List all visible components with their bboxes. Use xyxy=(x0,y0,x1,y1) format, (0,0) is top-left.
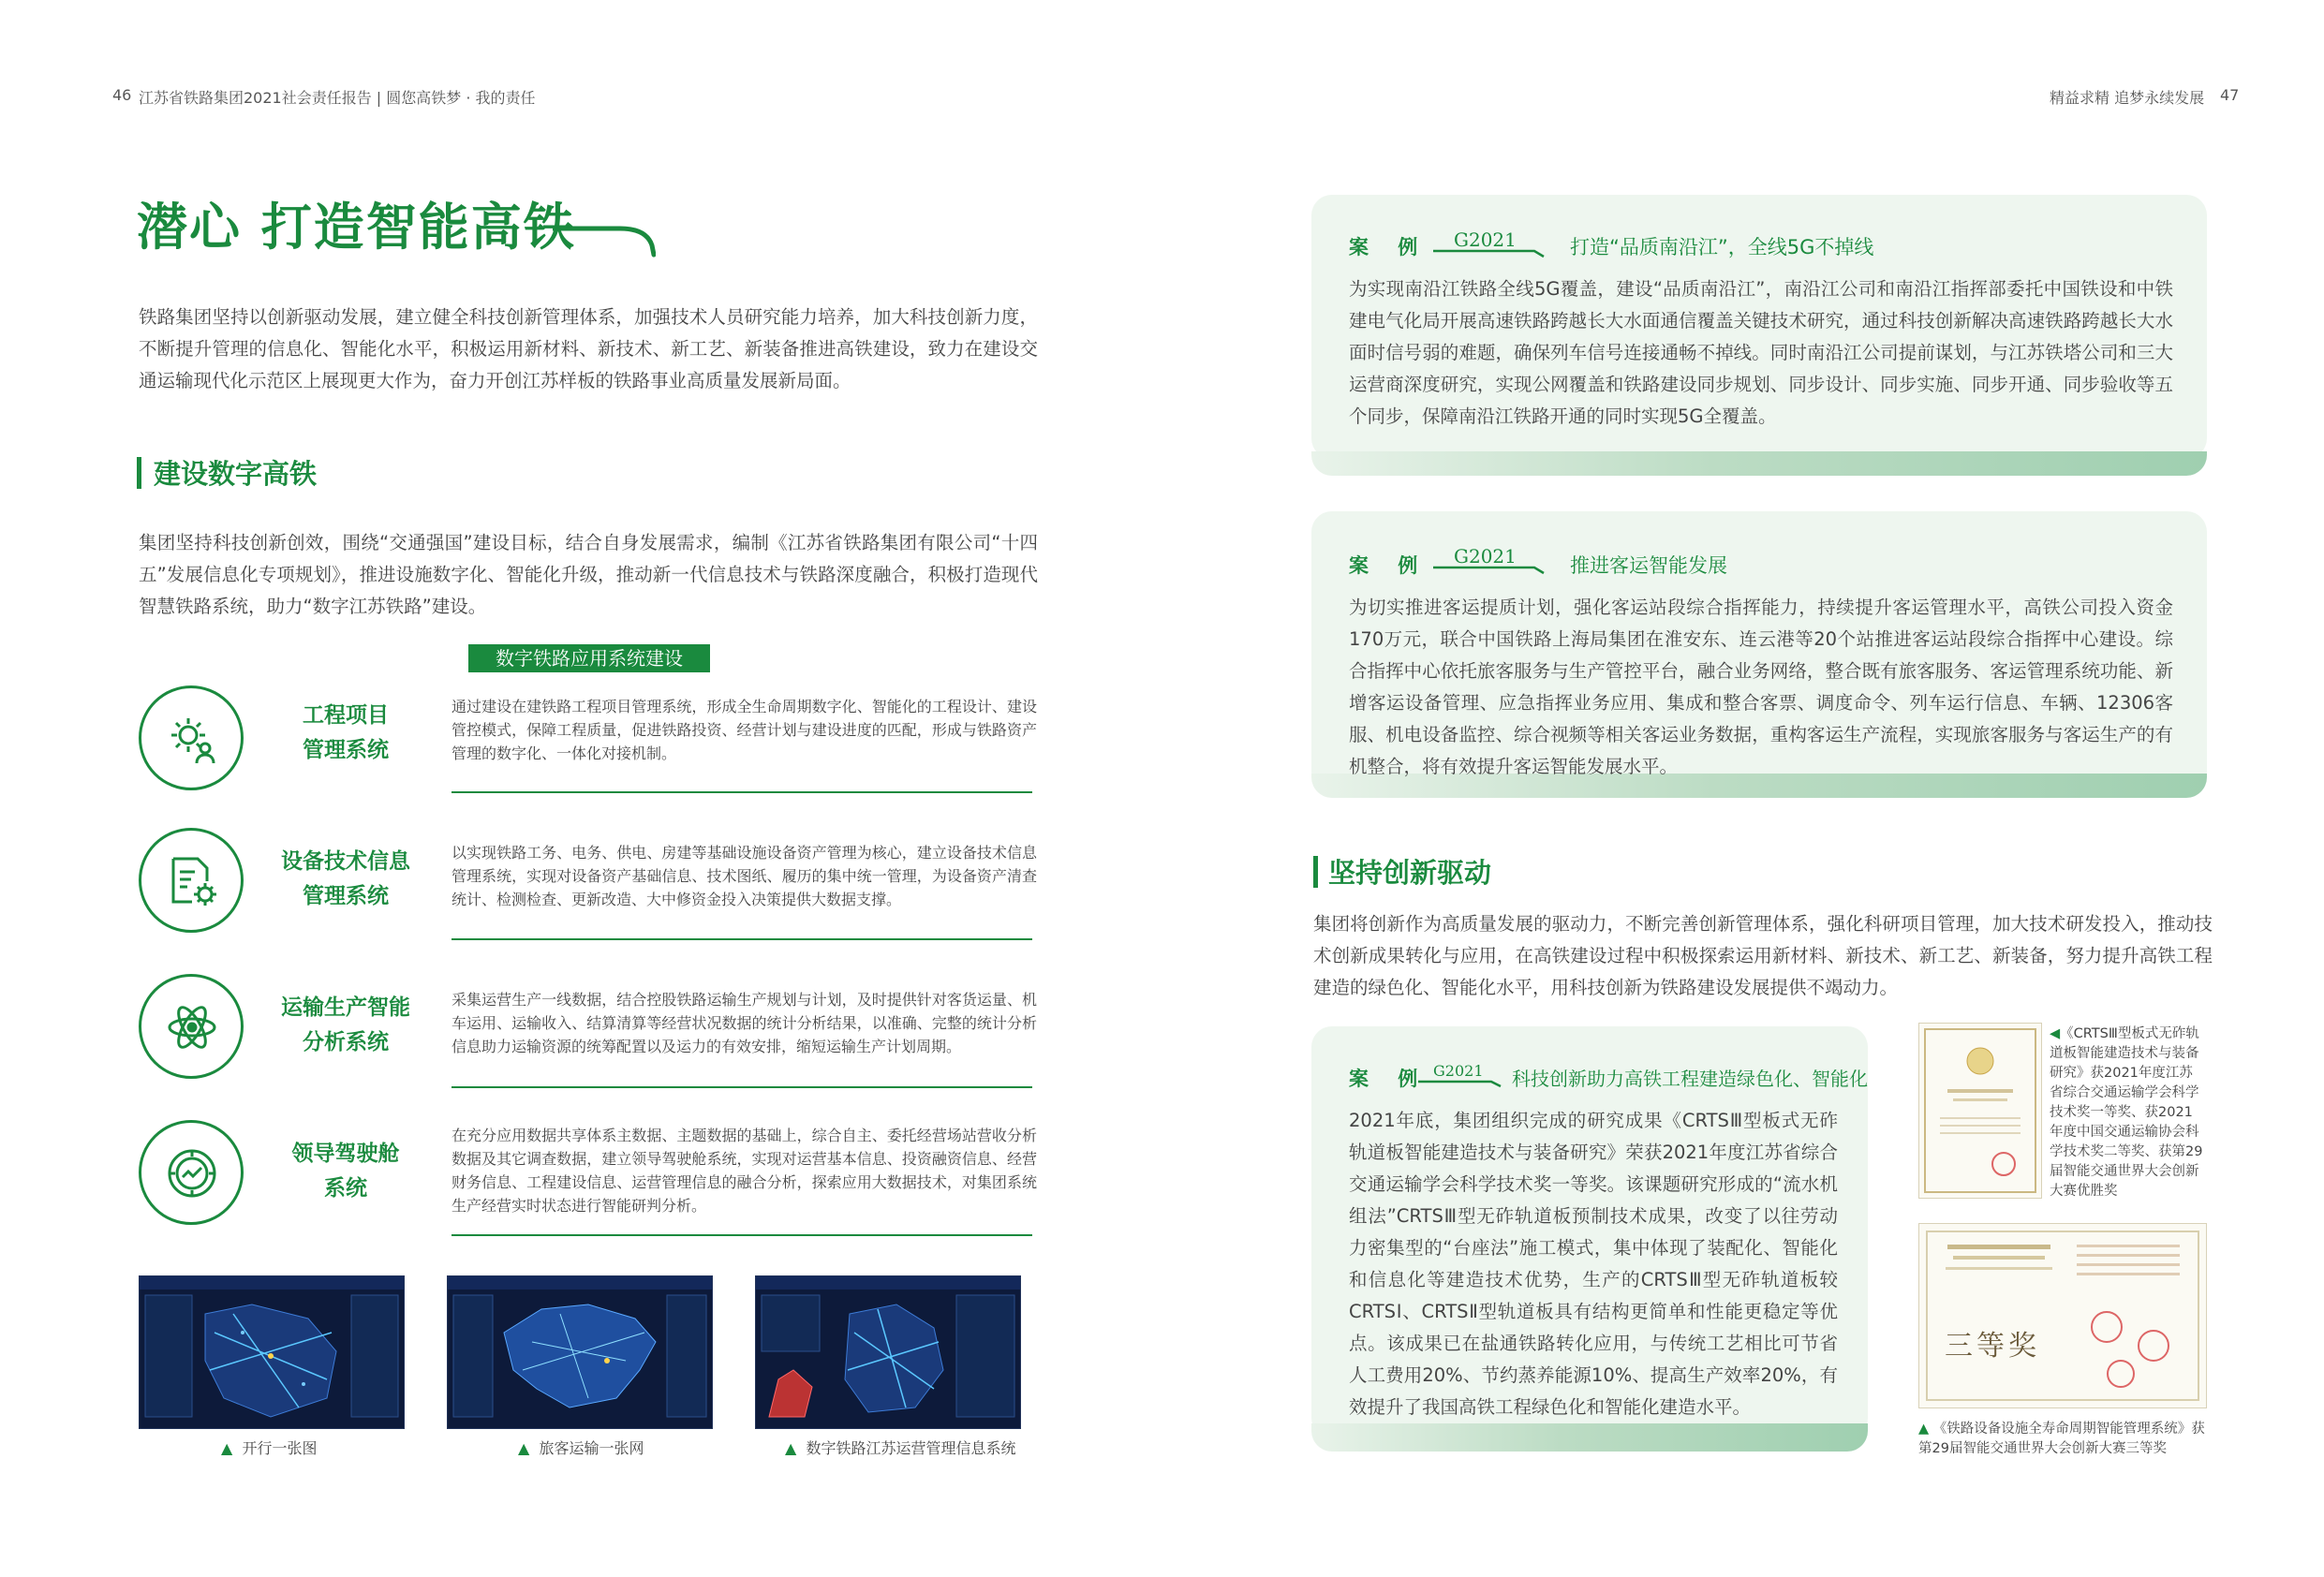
right-page-number: 47 xyxy=(2220,86,2240,104)
certificate-image-2 xyxy=(1918,1223,2207,1408)
system-name xyxy=(266,699,425,768)
certificate-image-1 xyxy=(1918,1023,2042,1199)
tag-underline-icon xyxy=(1433,245,1546,258)
left-page-number: 46 xyxy=(112,86,132,104)
system-divider xyxy=(451,1086,1032,1088)
intro-paragraph: 铁路集团坚持以创新驱动发展，建立健全科技创新管理体系，加强技术人员研究能力培养，加大科技创新力度，不断提升管理的信息化、智能化水平，积极运用新材料、新技术、新工艺、新装备推进高铁建设，致力在建设交通运输现代化示范区上展现更大作为，奋力开创江苏样板的铁路事业高质量发展新局面。 xyxy=(139,306,1038,391)
gear-person-icon xyxy=(166,713,218,765)
section-bar xyxy=(1313,856,1318,888)
screenshot-operation-system xyxy=(755,1275,1021,1429)
system-icon-wrap xyxy=(139,828,244,933)
case-tag: G2021 xyxy=(1433,1062,1484,1080)
case-title: 推进客运智能发展 xyxy=(1570,554,1727,577)
screenshot-caption: ▲ 数字铁路江苏运营管理信息系统 xyxy=(785,1439,1016,1457)
system-name xyxy=(266,1137,425,1206)
case-tag: G2021 xyxy=(1454,228,1517,251)
system-name-line2: 系统 xyxy=(324,1176,367,1201)
system-description: 通过建设在建铁路工程项目管理系统，形成全生命周期数字化、智能化的工程设计、建设管控模式，保障工程质量，促进铁路投资、经营计划与建设进度的匹配，形成与铁路资产管理的数字化、一体化对接机制。 xyxy=(451,698,1037,762)
section-title-innovation: 坚持创新驱动 xyxy=(1328,857,1492,889)
screenshot-caption: ▲ 开行一张图 xyxy=(221,1439,318,1457)
system-divider xyxy=(451,791,1032,793)
award-level-text: 三等奖 xyxy=(1945,1330,2040,1363)
screenshot-train-map xyxy=(139,1275,405,1429)
section-innovation-paragraph: 集团将创新作为高质量发展的驱动力，不断完善创新管理体系，强化科研项目管理，加大技术研发投入，推动技术创新成果转化与应用，在高铁建设过程中积极探索运用新材料、新技术、新工艺、新装备，努力提升高铁工程建造的绿色化、智能化水平，用科技创新为铁路建设发展提供不竭动力。 xyxy=(1313,913,2213,998)
system-icon-wrap xyxy=(139,974,244,1079)
system-icon-wrap xyxy=(139,1120,244,1225)
system-name-line1: 运输生产智能 xyxy=(281,995,410,1020)
tag-underline-icon xyxy=(1433,562,1546,575)
left-header-text: 江苏省铁路集团2021社会责任报告 | 圆您高铁梦 · 我的责任 xyxy=(139,89,536,107)
screenshot-caption: ▲ 旅客运输一张网 xyxy=(518,1439,644,1457)
case-tag: G2021 xyxy=(1454,545,1517,567)
section-digital-paragraph: 集团坚持科技创新创效，围绕“交通强国”建设目标，结合自身发展需求，编制《江苏省铁路集团有限公司“十四五”发展信息化专项规划》，推进设施数字化、智能化升级，推动新一代信息技术与铁路深度融合，积极打造现代智慧铁路系统，助力“数字江苏铁路”建设。 xyxy=(139,532,1038,617)
system-name-line2: 管理系统 xyxy=(303,884,389,908)
system-divider xyxy=(451,938,1032,940)
section-title-digital: 建设数字高铁 xyxy=(154,458,318,490)
dashboard-icon xyxy=(166,1147,218,1200)
right-header-text: 精益求精 追梦永续发展 xyxy=(2050,89,2205,107)
case-label: 案 例 xyxy=(1349,554,1429,577)
system-name-line1: 工程项目 xyxy=(303,703,389,728)
systems-pill-label: 数字铁路应用系统建设 xyxy=(468,644,710,672)
page-title: 潜心 打造智能高铁 xyxy=(137,198,576,257)
case-title: 打造“品质南沿江”，全线5G不掉线 xyxy=(1570,236,1874,258)
case-label: 案 例 xyxy=(1349,236,1429,258)
case-text: 为实现南沿江铁路全线5G覆盖，建设“品质南沿江”，南沿江公司和南沿江指挥部委托中国铁设和中铁建电气化局开展高速铁路跨越长大水面通信覆盖关键技术研究，通过科技创新解决高速铁路跨越长大水面时信号弱的难题，确保列车信号连接通畅不掉线。同时南沿江公司提前谋划，与江苏铁塔公司和三大运营商深度研究，实现公网覆盖和铁路建设同步规划、同步设计、同步实施、同步开通、同步验收等五个同步，保障南沿江铁路开通的同时实现5G全覆盖。 xyxy=(1349,278,2173,427)
section-bar xyxy=(137,457,141,489)
system-name-line2: 管理系统 xyxy=(303,738,389,762)
document-gear-icon xyxy=(166,855,218,907)
system-name xyxy=(266,991,425,1060)
system-description: 以实现铁路工务、电务、供电、房建等基础设施设备资产管理为核心，建立设备技术信息管理系统，实现对设备资产基础信息、技术图纸、履历的集中统一管理，为设备资产清查统计、检测检查、更新改造、大中修资金投入决策提供大数据支撑。 xyxy=(451,844,1037,908)
case-text: 2021年底，集团组织完成的研究成果《CRTSⅢ型板式无砟轨道板智能建造技术与装备研究》荣获2021年度江苏省综合交通运输学会科学技术奖一等奖。该课题研究形成的“流水机组法”CRTSⅢ型无砟轨道板预制技术成果，改变了以往劳动力密集型的“台座法”施工模式，集中体现了装配化、智能化和信息化等建造技术优势，生产的CRTSⅢ型无砟轨道板较CRTSⅠ、CRTSⅡ型轨道板具有结构更简单和性能更稳定等优点。该成果已在盐通铁路转化应用，与传统工艺相比可节省人工费用20%、节约蒸养能源10%、提高生产效率20%，有效提升了我国高铁工程绿色化和智能化建造水平。 xyxy=(1349,1110,1838,1418)
case-text: 为切实推进客运提质计划，强化客运站段综合指挥能力，持续提升客运管理水平，高铁公司投入资金170万元，联合中国铁路上海局集团在淮安东、连云港等20个站推进客运站段综合指挥中心建设。综合指挥中心依托旅客服务与生产管控平台，融合业务网络，整合既有旅客服务、客运管理系统功能、新增客运设备管理、应急指挥业务应用、集成和整合客票、调度命令、列车运行信息、车辆、12306客服、机电设备监控、综合视频等相关客运业务数据，重构客运生产流程，实现旅客服务与客运生产的有机整合，将有效提升客运智能发展水平。 xyxy=(1349,597,2173,777)
system-divider xyxy=(451,1234,1032,1236)
system-icon-wrap xyxy=(139,685,244,790)
system-name-line1: 领导驾驶舱 xyxy=(291,1142,400,1166)
system-description: 采集运营生产一线数据，结合控股铁路运输生产规划与计划，及时提供针对客货运量、机车运用、运输收入、结算清算等经营状况数据的统计分析结果，以准确、完整的统计分析信息助力运输资源的统筹配置以及运力的有效安排，缩短运输生产计划周期。 xyxy=(451,991,1037,1055)
title-decoration-icon xyxy=(553,217,656,258)
system-description: 在充分应用数据共享体系主数据、主题数据的基础上，综合自主、委托经营场站营收分析数据及其它调查数据，建立领导驾驶舱系统，实现对运营基本信息、投资融资信息、经营财务信息、工程建设信息、运营管理信息的融合分析，探索应用大数据技术，对集团系统生产经营实时状态进行智能研判分析。 xyxy=(451,1127,1037,1215)
certificate-caption: ▲ 《铁路设备设施全寿命周期智能管理系统》获第29届智能交通世界大会创新大赛三等奖 xyxy=(1918,1422,2205,1456)
screenshot-passenger-network xyxy=(447,1275,713,1429)
case-title: 科技创新助力高铁工程建造绿色化、智能化 xyxy=(1512,1068,1868,1090)
system-name-line1: 设备技术信息 xyxy=(281,849,410,874)
system-name-line2: 分析系统 xyxy=(303,1030,389,1054)
system-name xyxy=(266,845,425,914)
case-card-bottom xyxy=(1311,1423,1868,1452)
tag-underline-icon xyxy=(1418,1077,1502,1088)
atom-icon xyxy=(166,1001,218,1054)
case-label: 案 例 xyxy=(1349,1068,1429,1090)
case-card-bottom xyxy=(1311,451,2207,476)
certificate-caption: ◀《CRTSⅢ型板式无砟轨道板智能建造技术与装备研究》获2021年度江苏省综合交通运输学会科学技术奖一等奖、获2021年度中国交通运输协会科学技术奖二等奖、获第29届智能交通世界大会创新大赛优胜奖 xyxy=(2050,1026,2203,1199)
